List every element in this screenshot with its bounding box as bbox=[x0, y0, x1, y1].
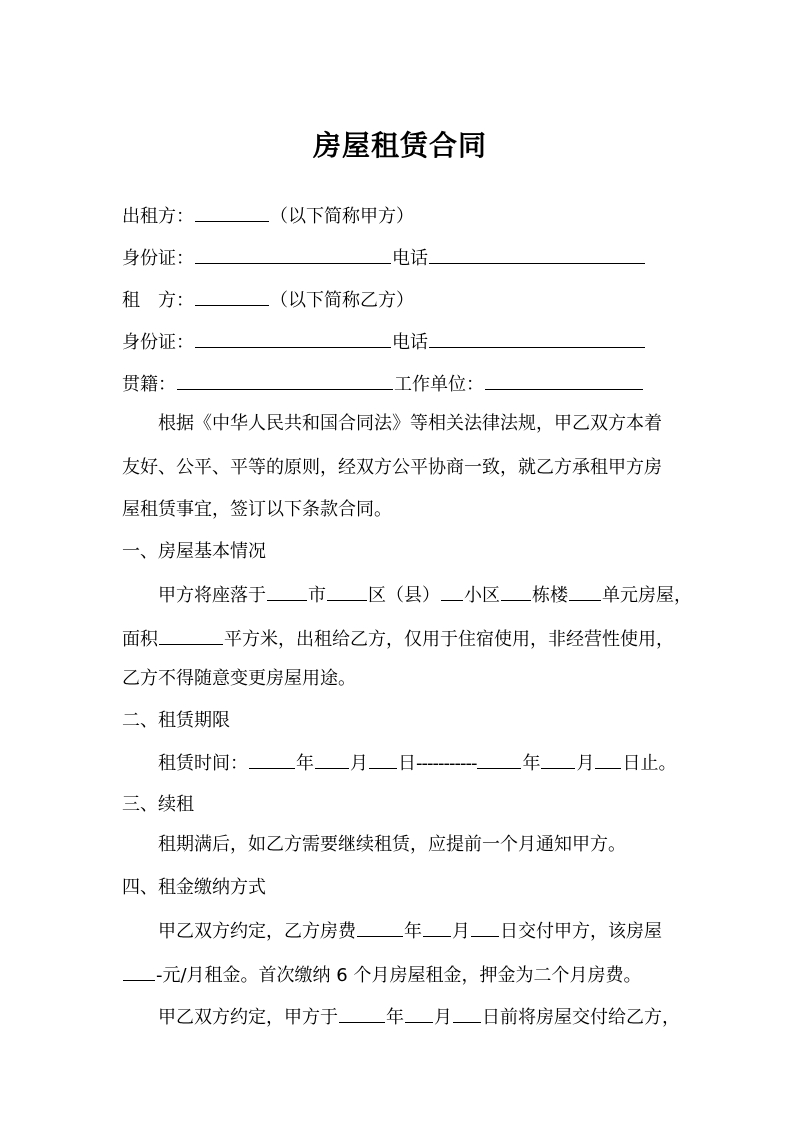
district-blank[interactable] bbox=[327, 580, 367, 601]
s4-line-3 bbox=[158, 1002, 728, 1031]
lessee-phone-blank[interactable] bbox=[429, 327, 645, 348]
s4-line-1 bbox=[158, 916, 728, 945]
start-year-blank[interactable] bbox=[249, 748, 295, 769]
lessor-id-line bbox=[122, 243, 692, 272]
s2-text: 年 bbox=[522, 753, 541, 774]
start-day-blank[interactable] bbox=[369, 748, 397, 769]
lessor-name-blank[interactable] bbox=[195, 201, 269, 222]
phone-label: 电话 bbox=[392, 248, 428, 269]
s4-line-2 bbox=[122, 960, 692, 989]
origin-line bbox=[122, 369, 692, 398]
s2-text: 月 bbox=[576, 753, 595, 774]
s1-text: 栋楼 bbox=[532, 585, 568, 606]
section-1-heading: 一、房屋基本情况 bbox=[122, 541, 266, 562]
handover-day-blank[interactable] bbox=[453, 1002, 481, 1023]
s1-text: 区（县） bbox=[368, 585, 440, 606]
lessee-label: 租 方： bbox=[122, 290, 194, 311]
work-unit-blank[interactable] bbox=[485, 369, 643, 390]
id-label: 身份证： bbox=[122, 332, 194, 353]
s1-text: 甲方将座落于 bbox=[158, 585, 266, 606]
s4-text: 日交付甲方，该房屋 bbox=[500, 921, 662, 942]
lessee-id-line bbox=[122, 327, 692, 356]
rent-amount-blank[interactable] bbox=[123, 960, 155, 981]
id-label: 身份证： bbox=[122, 248, 194, 269]
document-title: 房屋租赁合同 bbox=[312, 129, 487, 162]
s2-text: 租赁时间： bbox=[158, 753, 248, 774]
preamble-line-3: 屋租赁事宜，签订以下条款合同。 bbox=[122, 499, 392, 520]
lessor-label: 出租方： bbox=[122, 206, 194, 227]
s4-text: -元/月租金。首次缴纳 6 个月房屋租金，押金为二个月房费。 bbox=[156, 965, 642, 986]
origin-label: 贯籍： bbox=[122, 374, 176, 395]
city-blank[interactable] bbox=[267, 580, 307, 601]
s1-line-2 bbox=[122, 624, 692, 653]
origin-blank[interactable] bbox=[177, 369, 393, 390]
s2-dashes: ----------- bbox=[416, 753, 477, 774]
section-2-heading: 二、租赁期限 bbox=[122, 710, 230, 731]
end-day-blank[interactable] bbox=[595, 748, 621, 769]
section-3-heading: 三、续租 bbox=[122, 794, 194, 815]
lessee-id-blank[interactable] bbox=[195, 327, 391, 348]
lessor-id-blank[interactable] bbox=[195, 243, 391, 264]
preamble-line-1: 根据《中华人民共和国合同法》等相关法律法规，甲乙双方本着 bbox=[158, 413, 662, 434]
s4-text: 月 bbox=[434, 1007, 452, 1028]
s4-text: 日前将房屋交付给乙方， bbox=[482, 1007, 680, 1028]
s2-text: 年 bbox=[296, 753, 314, 774]
s1-text: 面积 bbox=[122, 629, 158, 650]
s2-text: 日止。 bbox=[622, 753, 677, 774]
pay-day-blank[interactable] bbox=[471, 916, 499, 937]
s1-line-3: 乙方不得随意变更房屋用途。 bbox=[122, 668, 356, 689]
lessee-line bbox=[122, 285, 692, 314]
start-month-blank[interactable] bbox=[315, 748, 349, 769]
s2-text: 月 bbox=[350, 753, 368, 774]
lessor-line bbox=[122, 201, 692, 230]
s1-line-1 bbox=[158, 580, 728, 609]
unit-blank[interactable] bbox=[569, 580, 601, 601]
s1-text: 平方米，出租给乙方，仅用于住宿使用，非经营性使用， bbox=[224, 629, 674, 650]
s4-text: 年 bbox=[386, 1007, 404, 1028]
lessee-name-blank[interactable] bbox=[195, 285, 269, 306]
handover-year-blank[interactable] bbox=[339, 1002, 385, 1023]
lessor-note: （以下简称甲方） bbox=[270, 206, 414, 227]
lessee-note: （以下简称乙方） bbox=[270, 290, 414, 311]
preamble-line-2: 友好、公平、平等的原则，经双方公平协商一致，就乙方承租甲方房 bbox=[122, 457, 662, 478]
s4-text: 甲乙双方约定，甲方于 bbox=[158, 1007, 338, 1028]
area-blank[interactable] bbox=[159, 624, 223, 645]
section-4-heading: 四、租金缴纳方式 bbox=[122, 877, 266, 898]
s3-line-1: 租期满后，如乙方需要继续租赁，应提前一个月通知甲方。 bbox=[158, 834, 626, 855]
building-blank[interactable] bbox=[501, 580, 531, 601]
s1-text: 单元房屋， bbox=[602, 585, 692, 606]
s2-line-1 bbox=[158, 748, 728, 777]
end-month-blank[interactable] bbox=[541, 748, 575, 769]
s4-text: 甲乙双方约定，乙方房费 bbox=[158, 921, 356, 942]
s4-text: 月 bbox=[452, 921, 470, 942]
pay-month-blank[interactable] bbox=[423, 916, 451, 937]
pay-year-blank[interactable] bbox=[357, 916, 403, 937]
community-blank[interactable] bbox=[441, 580, 463, 601]
end-year-blank[interactable] bbox=[477, 748, 521, 769]
handover-month-blank[interactable] bbox=[405, 1002, 433, 1023]
phone-label: 电话 bbox=[392, 332, 428, 353]
lessor-phone-blank[interactable] bbox=[429, 243, 645, 264]
s4-text: 年 bbox=[404, 921, 422, 942]
s2-text: 日 bbox=[398, 753, 416, 774]
work-label: 工作单位： bbox=[394, 374, 484, 395]
s1-text: 小区 bbox=[464, 585, 500, 606]
s1-text: 市 bbox=[308, 585, 326, 606]
